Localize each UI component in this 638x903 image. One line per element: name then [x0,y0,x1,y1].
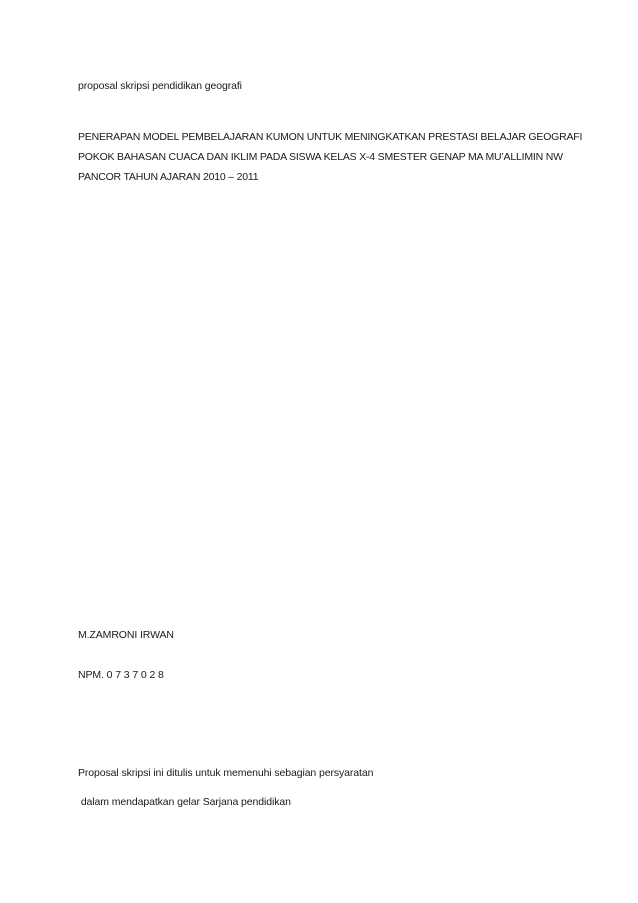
author-name: M.ZAMRONI IRWAN [78,629,174,641]
title-line-1: PENERAPAN MODEL PEMBELAJARAN KUMON UNTUK MENINGKATKAN PRESTASI BELAJAR GEOGRAFI [78,131,583,143]
title-line-2: POKOK BAHASAN CUACA DAN IKLIM PADA SISWA KELAS X-4 SMESTER GENAP MA MU’ALLIMIN NW [78,151,563,163]
student-npm: NPM. 0 7 3 7 0 2 8 [78,669,164,681]
purpose-line-2: dalam mendapatkan gelar Sarjana pendidikan [78,796,291,808]
document-header-text: proposal skripsi pendidikan geografi [78,80,242,92]
title-line-3: PANCOR TAHUN AJARAN 2010 – 2011 [78,171,259,183]
purpose-line-1: Proposal skripsi ini ditulis untuk memenuhi sebagian persyaratan [78,767,374,779]
document-title [78,127,583,187]
